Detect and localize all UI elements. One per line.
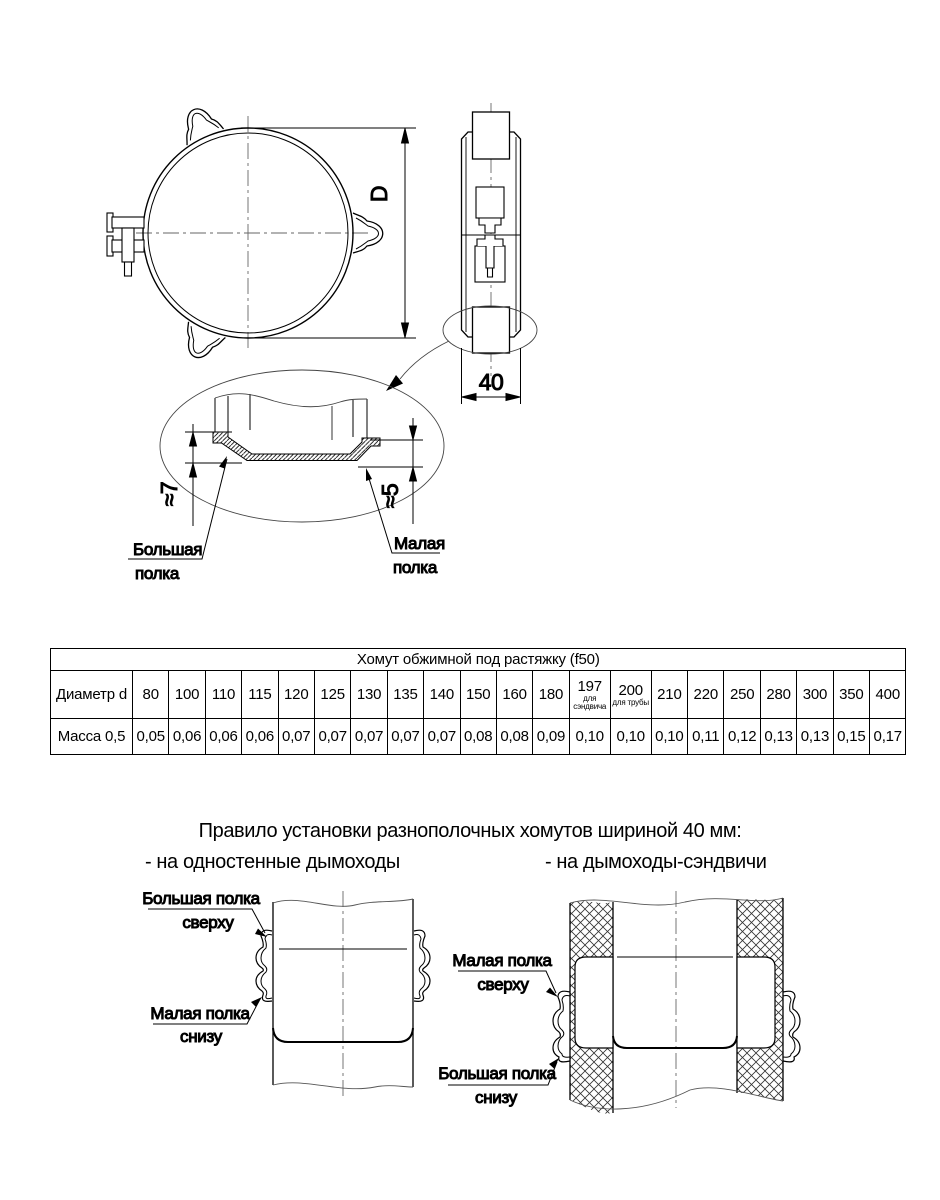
diameter-cell: 220	[688, 671, 724, 719]
diameter-cell: 210	[651, 671, 687, 719]
diameter-cell: 150	[460, 671, 496, 719]
arrowhead	[402, 323, 409, 338]
label-line1: Большая полка	[438, 1064, 556, 1083]
label-big-flange-bottom	[438, 1058, 559, 1107]
diameter-row-label: Диаметр d	[51, 671, 133, 719]
diameter-cell: 120	[278, 671, 314, 719]
mass-cell: 0,10	[569, 719, 610, 755]
detail-callout-arrow	[386, 341, 449, 391]
band-channel-left	[575, 957, 613, 1048]
diameter-cell: 100	[169, 671, 205, 719]
arrowhead	[402, 129, 409, 144]
diameter-cell: 140	[424, 671, 460, 719]
diameter-cell: 80	[133, 671, 169, 719]
diameter-cell: 197 для сэндвича	[569, 671, 610, 719]
mass-cell: 0,10	[651, 719, 687, 755]
mass-cell: 0,07	[351, 719, 387, 755]
diameter-cell: 250	[724, 671, 760, 719]
diameter-cell: 350	[833, 671, 869, 719]
mass-cell: 0,07	[314, 719, 350, 755]
mass-row-label: Масса 0,5	[51, 719, 133, 755]
small-flange-line2: полка	[393, 558, 437, 577]
arrowhead	[462, 394, 476, 401]
spec-table	[50, 648, 906, 755]
subtitle-sandwich: - на дымоходы-сэндвичи	[545, 851, 767, 873]
diameter-cell: 400	[870, 671, 906, 719]
label-line1: Малая полка	[150, 1004, 250, 1023]
arrowhead	[506, 394, 520, 401]
mass-cell: 0,13	[760, 719, 796, 755]
mass-cell: 0,07	[387, 719, 423, 755]
spec-table-wrap	[50, 648, 906, 755]
mass-cell: 0,05	[133, 719, 169, 755]
mass-cell: 0,17	[870, 719, 906, 755]
diameter-cell: 130	[351, 671, 387, 719]
diameter-cell: 300	[797, 671, 833, 719]
diameter-cell: 115	[242, 671, 278, 719]
ear-section-top	[473, 112, 510, 159]
label-line2: снизу	[475, 1088, 517, 1107]
mass-cell: 0,06	[205, 719, 241, 755]
clamp-profile-left	[553, 991, 570, 1062]
dim-7-text: ≈7	[156, 481, 182, 507]
dim-40-text: 40	[478, 369, 504, 395]
label-line1: Большая полка	[142, 889, 260, 908]
diameter-cell: 110	[205, 671, 241, 719]
diameter-cell: 135	[387, 671, 423, 719]
mass-cell: 0,08	[496, 719, 532, 755]
bolt-assembly	[107, 213, 144, 276]
sheet-section-hatched	[213, 432, 380, 461]
label-big-flange	[128, 456, 227, 583]
mass-cell: 0,10	[610, 719, 651, 755]
clamp-front-view	[107, 102, 383, 365]
mass-cell: 0,09	[533, 719, 569, 755]
diagram-sandwich	[438, 891, 800, 1114]
label-line1: Малая полка	[452, 951, 552, 970]
clamp-profile-left	[256, 930, 272, 1001]
big-flange-line2: полка	[135, 564, 179, 583]
diagram-single-wall	[142, 889, 430, 1098]
band-bottom-edge	[613, 1036, 737, 1048]
band-channel-right	[737, 957, 775, 1048]
label-small-flange-bottom	[150, 997, 262, 1046]
table-title: Хомут обжимной под растяжку (f50)	[51, 649, 906, 671]
mass-cell: 0,13	[797, 719, 833, 755]
label-line2: снизу	[180, 1027, 222, 1046]
mass-cell: 0,12	[724, 719, 760, 755]
clamp-profile-right	[783, 991, 800, 1062]
diameter-cell: 180	[533, 671, 569, 719]
mass-cell: 0,07	[278, 719, 314, 755]
clamp-side-view	[443, 103, 537, 376]
mass-cell: 0,11	[688, 719, 724, 755]
label-big-flange-top	[142, 889, 267, 937]
mass-cell: 0,07	[424, 719, 460, 755]
label-line2: сверху	[182, 913, 234, 932]
diameter-cell: 280	[760, 671, 796, 719]
rules-title: Правило установки разнополочных хомутов шириной 40 мм:	[198, 820, 742, 842]
diameter-cell: 160	[496, 671, 532, 719]
diameter-cell: 125	[314, 671, 350, 719]
dim-5-text: ≈5	[377, 483, 403, 509]
break-line	[215, 394, 367, 407]
ear-section-bottom	[473, 307, 510, 353]
installation-diagrams	[0, 880, 940, 1200]
small-flange-line1: Малая	[394, 534, 445, 553]
mass-cell: 0,15	[833, 719, 869, 755]
mass-cell: 0,08	[460, 719, 496, 755]
dimension-5	[358, 418, 423, 524]
dim-D-text: D	[366, 185, 392, 203]
diameter-cell: 200 для трубы	[610, 671, 651, 719]
mass-cell: 0,06	[242, 719, 278, 755]
label-line2: сверху	[477, 975, 529, 994]
big-flange-line1: Большая	[133, 540, 203, 559]
mass-cell: 0,06	[169, 719, 205, 755]
subtitle-single-wall: - на одностенные дымоходы	[145, 851, 400, 873]
clamp-profile-right	[414, 930, 430, 1001]
label-small-flange-top	[452, 951, 558, 997]
profile-detail-view	[128, 370, 445, 583]
